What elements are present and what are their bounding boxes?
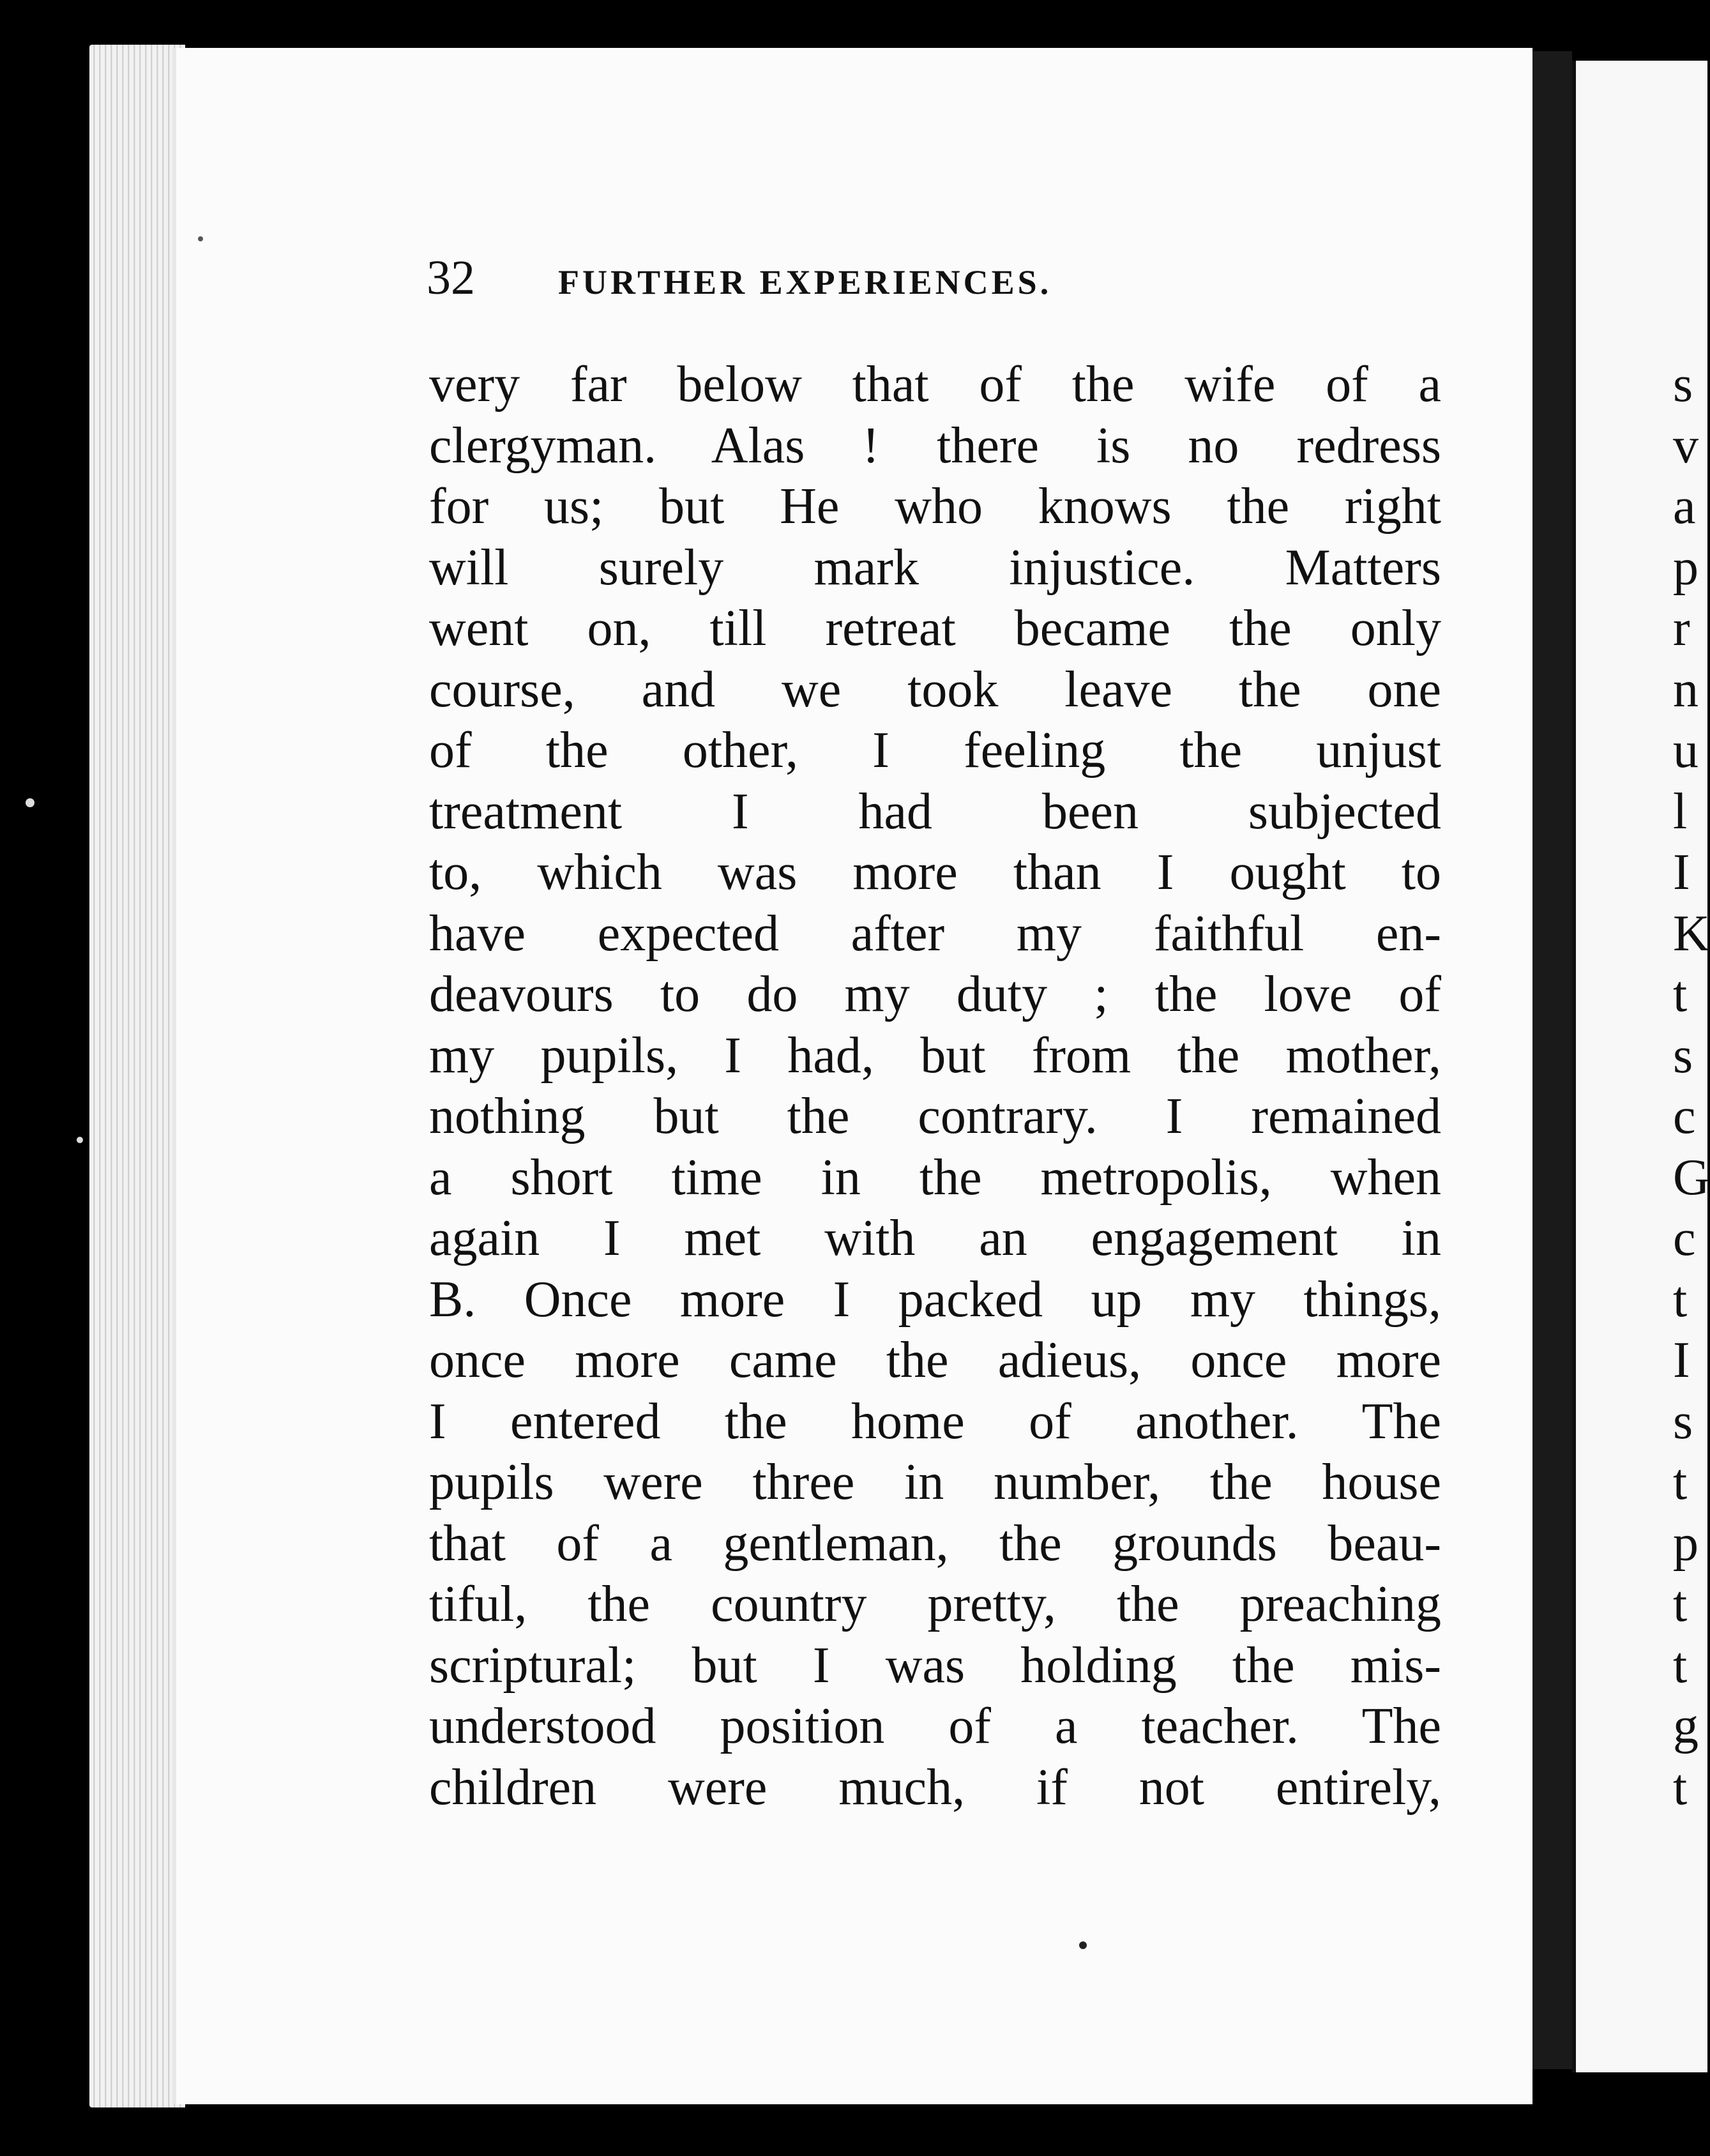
text-line: very far below that of the wife of a	[429, 356, 1441, 413]
facing-page-fragment: G	[1673, 1149, 1710, 1206]
text-line: clergyman. Alas ! there is no redress	[429, 417, 1441, 474]
facing-page-fragment: c	[1673, 1210, 1696, 1266]
text-line: nothing but the contrary. I remained	[429, 1088, 1441, 1144]
text-line: again I met with an engagement in	[429, 1210, 1441, 1266]
text-line: course, and we took leave the one	[429, 661, 1441, 718]
text-line: pupils were three in number, the house	[429, 1454, 1441, 1510]
facing-page-fragment: s	[1673, 1027, 1693, 1084]
text-line: children were much, if not entirely,	[429, 1759, 1441, 1816]
running-head	[427, 250, 1218, 314]
running-title: FURTHER EXPERIENCES.	[558, 263, 1052, 301]
text-line: tiful, the country pretty, the preaching	[429, 1576, 1441, 1632]
text-line: to, which was more than I ought to	[429, 844, 1441, 900]
scan-speck	[198, 236, 203, 241]
text-line: treatment I had been subjected	[429, 783, 1441, 840]
text-line: will surely mark injustice. Matters	[429, 539, 1441, 596]
facing-page-fragment: r	[1673, 600, 1690, 657]
facing-page-fragment: t	[1673, 1271, 1688, 1328]
facing-page-fragment: t	[1673, 1576, 1688, 1632]
text-line: of the other, I feeling the unjust	[429, 722, 1441, 778]
facing-page-fragment: g	[1673, 1698, 1699, 1754]
facing-page-fragment: p	[1673, 539, 1699, 596]
text-line: once more came the adieus, once more	[429, 1332, 1441, 1388]
facing-page-fragment: a	[1673, 478, 1696, 535]
scan-speck	[77, 1137, 83, 1143]
facing-page-fragment: l	[1673, 783, 1688, 840]
facing-page-fragment: K	[1673, 905, 1710, 962]
facing-page-fragment: t	[1673, 1759, 1688, 1816]
facing-page-fragment: c	[1673, 1088, 1696, 1144]
facing-page-fragment: t	[1673, 966, 1688, 1022]
scan-speck	[26, 798, 34, 807]
facing-page-fragment: t	[1673, 1454, 1688, 1510]
text-line: B. Once more I packed up my things,	[429, 1271, 1441, 1328]
page-number: 32	[427, 251, 475, 305]
facing-page-text	[1673, 354, 1710, 1818]
facing-page-fragment: I	[1673, 1332, 1690, 1388]
text-line: scriptural; but I was holding the mis-	[429, 1637, 1441, 1694]
facing-page-fragment: I	[1673, 844, 1690, 900]
ink-dot	[1079, 1941, 1087, 1949]
body-text	[429, 354, 1441, 1818]
text-line: that of a gentleman, the grounds beau-	[429, 1515, 1441, 1572]
facing-page-fragment: v	[1673, 417, 1699, 474]
text-line: my pupils, I had, but from the mother,	[429, 1027, 1441, 1084]
text-line: a short time in the metropolis, when	[429, 1149, 1441, 1206]
facing-page-fragment: s	[1673, 1393, 1693, 1450]
text-line: understood position of a teacher. The	[429, 1698, 1441, 1754]
text-line: have expected after my faithful en-	[429, 905, 1441, 962]
book-gutter	[1532, 51, 1572, 2069]
facing-page-fragment: n	[1673, 661, 1699, 718]
facing-page-fragment: p	[1673, 1515, 1699, 1572]
page-edges	[89, 45, 185, 2107]
facing-page-fragment: s	[1673, 356, 1693, 413]
text-line: deavours to do my duty ; the love of	[429, 966, 1441, 1022]
text-line: for us; but He who knows the right	[429, 478, 1441, 535]
text-line: I entered the home of another. The	[429, 1393, 1441, 1450]
text-line: went on, till retreat became the only	[429, 600, 1441, 657]
facing-page-fragment: u	[1673, 722, 1699, 778]
facing-page-fragment: t	[1673, 1637, 1688, 1694]
